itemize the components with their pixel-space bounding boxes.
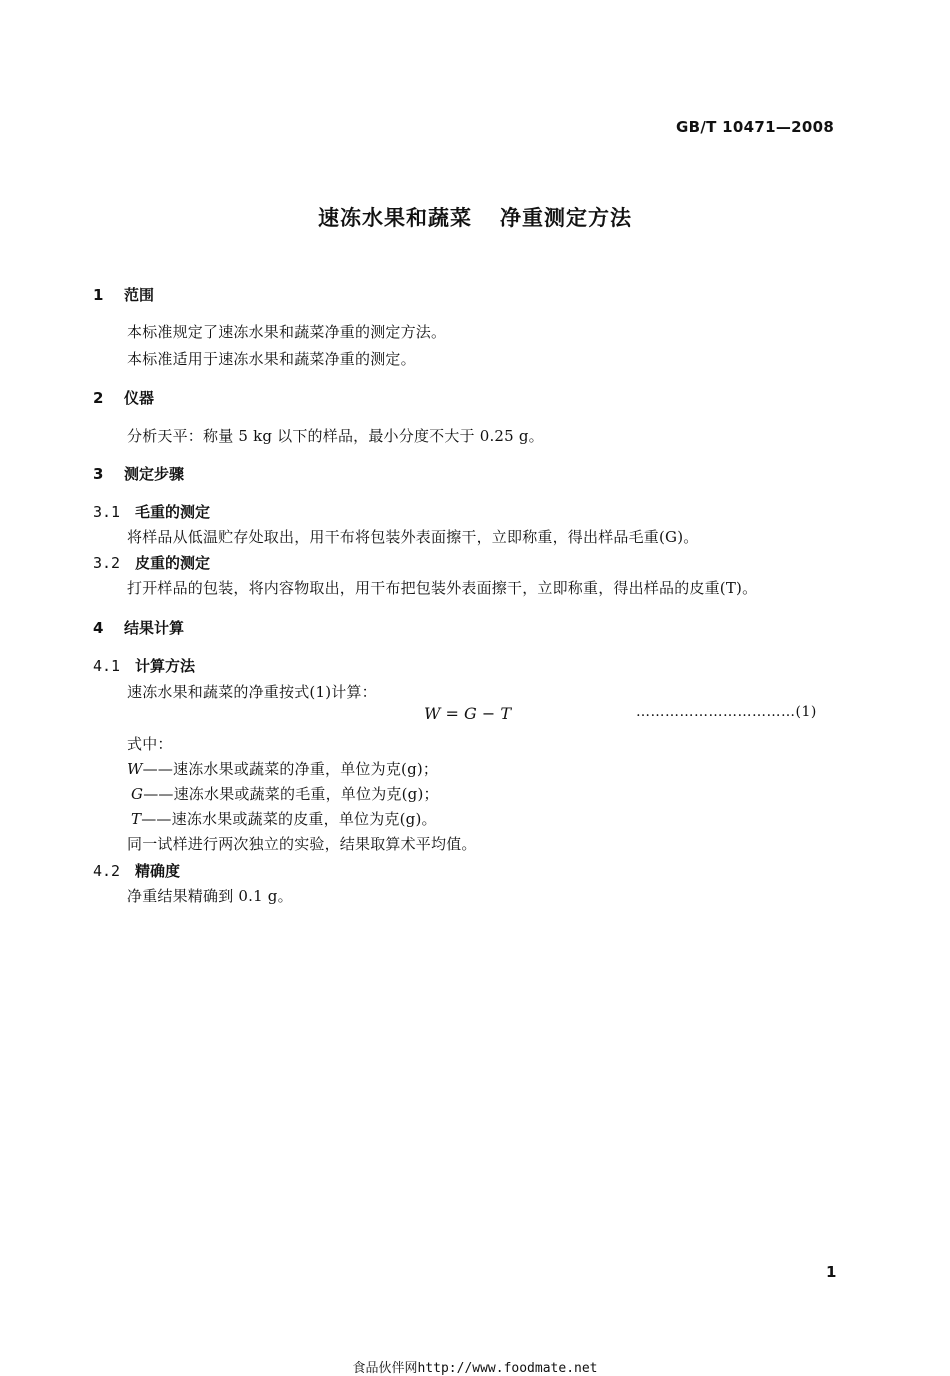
page-number: 1	[826, 1263, 837, 1281]
subsection-3-2-heading	[93, 552, 210, 573]
variable-description: ——速冻水果或蔬菜的毛重，单位为克(g)；	[143, 785, 439, 803]
section-title: 范围	[124, 286, 155, 304]
paragraph: 同一试样进行两次独立的实验，结果取算术平均值。	[127, 835, 477, 853]
paragraph: 分析天平：称量 5 kg 以下的样品，最小分度不大于 0.25 g。	[127, 427, 544, 445]
subsection-title: 精确度	[135, 862, 181, 880]
subsection-title: 毛重的测定	[135, 503, 211, 521]
section-4-heading	[93, 617, 184, 638]
subsection-title: 皮重的测定	[135, 554, 211, 572]
footer-watermark: 食品伙伴网http://www.foodmate.net	[352, 1361, 598, 1376]
standard-code: GB/T 10471—2008	[676, 118, 835, 136]
title-part-1: 速冻水果和蔬菜	[318, 206, 472, 230]
title-part-2: 净重测定方法	[500, 206, 632, 230]
paragraph: 本标准适用于速冻水果和蔬菜净重的测定。	[127, 350, 416, 368]
section-number: 3	[93, 465, 104, 483]
formula: W = G − T	[424, 704, 512, 723]
subsection-3-1-heading	[93, 501, 210, 522]
variable-definition-t	[131, 808, 437, 829]
subsection-number: 3.1	[93, 503, 121, 521]
subsection-4-1-heading	[93, 655, 195, 676]
variable-definition-g	[131, 783, 439, 804]
variable-description: ——速冻水果或蔬菜的净重，单位为克(g)；	[142, 760, 439, 778]
section-title: 仪器	[124, 389, 155, 407]
paragraph: 速冻水果和蔬菜的净重按式(1)计算：	[127, 683, 377, 701]
variable-symbol: T	[131, 810, 142, 828]
section-number: 1	[93, 286, 104, 304]
paragraph: 本标准规定了速冻水果和蔬菜净重的测定方法。	[127, 323, 447, 341]
paragraph: 将样品从低温贮存处取出，用干布将包装外表面擦干，立即称重，得出样品毛重(G)。	[127, 528, 699, 546]
section-3-heading	[93, 463, 184, 484]
section-2-heading	[93, 387, 154, 408]
equation-number: ……………………………(1)	[636, 704, 817, 720]
subsection-number: 4.2	[93, 862, 121, 880]
section-1-heading	[93, 284, 154, 305]
variable-symbol: G	[131, 785, 144, 803]
section-title: 结果计算	[124, 619, 185, 637]
variable-definition-w	[127, 758, 438, 779]
variable-symbol: W	[127, 760, 143, 778]
where-label: 式中：	[127, 735, 173, 753]
paragraph: 净重结果精确到 0.1 g。	[127, 887, 293, 905]
document-title	[0, 202, 950, 232]
subsection-4-2-heading	[93, 860, 180, 881]
section-number: 2	[93, 389, 104, 407]
subsection-title: 计算方法	[135, 657, 196, 675]
subsection-number: 4.1	[93, 657, 121, 675]
section-number: 4	[93, 619, 104, 637]
variable-description: ——速冻水果或蔬菜的皮重，单位为克(g)。	[141, 810, 437, 828]
section-title: 测定步骤	[124, 465, 185, 483]
subsection-number: 3.2	[93, 554, 121, 572]
paragraph: 打开样品的包装，将内容物取出，用干布把包装外表面擦干，立即称重，得出样品的皮重(T)。	[127, 579, 758, 597]
